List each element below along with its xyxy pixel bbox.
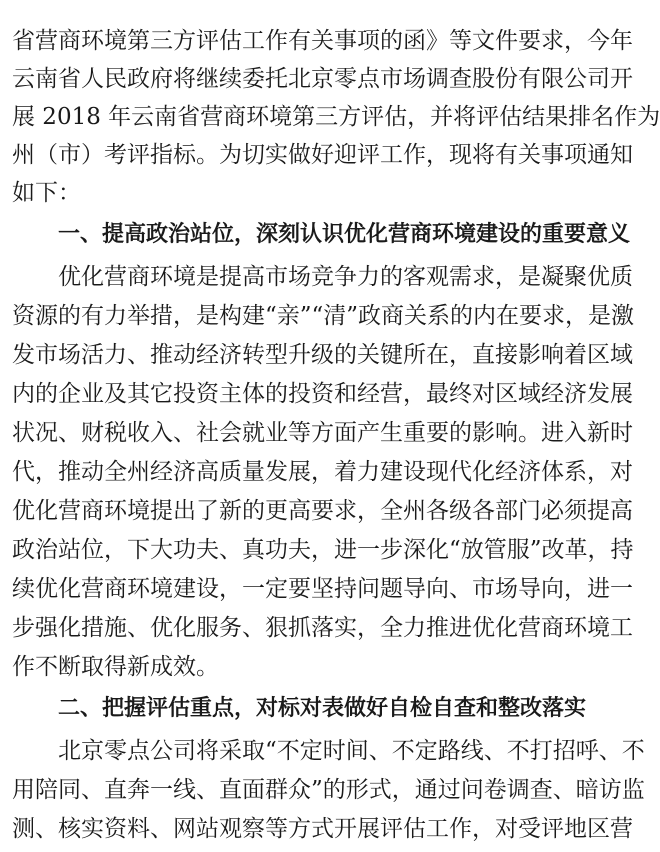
body-line: 省营商环境第三方评估工作有关事项的函》等文件要求，今年 bbox=[12, 28, 633, 54]
paragraph-first-line: 北京零点公司将采取“不定时间、不定路线、不打招呼、不 bbox=[58, 738, 645, 764]
body-line: 发市场活力、推动经济转型升级的关键所在，直接影响着区域 bbox=[12, 342, 633, 368]
body-line: 展 2018 年云南省营商环境第三方评估，并将评估结果排名作为 bbox=[12, 104, 660, 130]
body-line: 优化营商环境提出了新的更高要求，全州各级各部门必须提高 bbox=[12, 498, 633, 524]
body-line: 步强化措施、优化服务、狠抓落实，全力推进优化营商环境工 bbox=[12, 615, 633, 641]
body-line: 内的企业及其它投资主体的投资和经营，最终对区域经济发展 bbox=[12, 381, 633, 407]
body-line: 续优化营商环境建设，一定要坚持问题导向、市场导向，进一 bbox=[12, 576, 633, 602]
body-line: 州（市）考评指标。为切实做好迎评工作，现将有关事项通知 bbox=[12, 142, 633, 168]
body-line: 如下： bbox=[12, 180, 81, 206]
body-line: 作不断取得新成效。 bbox=[12, 654, 219, 680]
body-line: 政治站位，下大功夫、真功夫，进一步深化“放管服”改革，持 bbox=[12, 537, 634, 563]
section-heading-2: 二、把握评估重点，对标对表做好自检自查和整改落实 bbox=[58, 696, 587, 721]
paragraph-first-line: 优化营商环境是提高市场竞争力的客观需求，是凝聚优质 bbox=[58, 264, 633, 290]
body-line: 状况、财税收入、社会就业等方面产生重要的影响。进入新时 bbox=[12, 420, 633, 446]
body-line: 资源的有力举措，是构建“亲”“清”政商关系的内在要求，是激 bbox=[12, 303, 635, 329]
section-heading-1: 一、提高政治站位，深刻认识优化营商环境建设的重要意义 bbox=[58, 222, 631, 247]
body-line: 代，推动全州经济高质量发展，着力建设现代化经济体系，对 bbox=[12, 459, 633, 485]
body-line: 云南省人民政府将继续委托北京零点市场调查股份有限公司开 bbox=[12, 66, 633, 92]
body-line: 测、核实资料、网站观察等方式开展评估工作，对受评地区营 bbox=[12, 816, 633, 842]
body-line: 用陪同、直奔一线、直面群众”的形式，通过问卷调查、暗访监 bbox=[12, 777, 645, 803]
